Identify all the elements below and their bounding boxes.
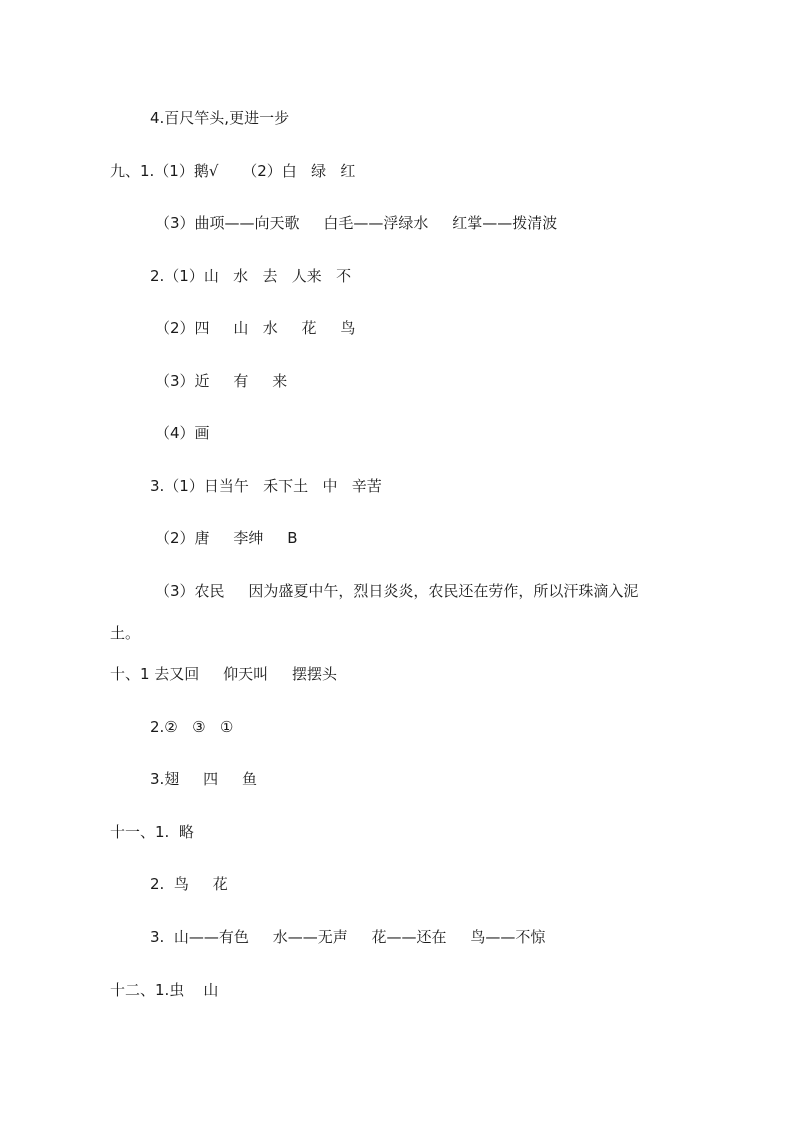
section-9-line-1: 九、1.（1）鹅√ （2）白 绿 红 xyxy=(110,162,356,180)
section-11-line-3: 3. 山——有色 水——无声 花——还在 鸟——不惊 xyxy=(150,928,546,946)
section-9-line-5: （3）近 有 来 xyxy=(155,372,288,390)
section-9-line-7: 3.（1）日当午 禾下土 中 辛苦 xyxy=(150,477,382,495)
section-9-line-6: （4）画 xyxy=(155,424,210,442)
section-10-line-3: 3.翅 四 鱼 xyxy=(150,770,257,788)
section-9-line-4: （2）四 山 水 花 鸟 xyxy=(155,319,356,337)
section-9-line-3: 2.（1）山 水 去 人来 不 xyxy=(150,267,352,285)
section-9-line-2: （3）曲项——向天歌 白毛——浮绿水 红掌——拨清波 xyxy=(155,214,558,232)
section-9-line-10: 土。 xyxy=(110,624,141,642)
section-9-line-8: （2）唐 李绅 B xyxy=(155,529,298,547)
section-11-line-1: 十一、1. 略 xyxy=(110,823,194,841)
section-9-line-9: （3）农民 因为盛夏中午，烈日炎炎，农民还在劳作，所以汗珠滴入泥 xyxy=(155,582,639,600)
section-11-line-2: 2. 鸟 花 xyxy=(150,875,228,893)
section-10-line-2: 2.② ③ ① xyxy=(150,718,234,736)
section-10-line-1: 十、1 去又回 仰天叫 摆摆头 xyxy=(110,665,337,683)
answer-line-4: 4.百尺竿头,更进一步 xyxy=(150,109,290,127)
section-12-line-1: 十二、1.虫 山 xyxy=(110,981,219,999)
